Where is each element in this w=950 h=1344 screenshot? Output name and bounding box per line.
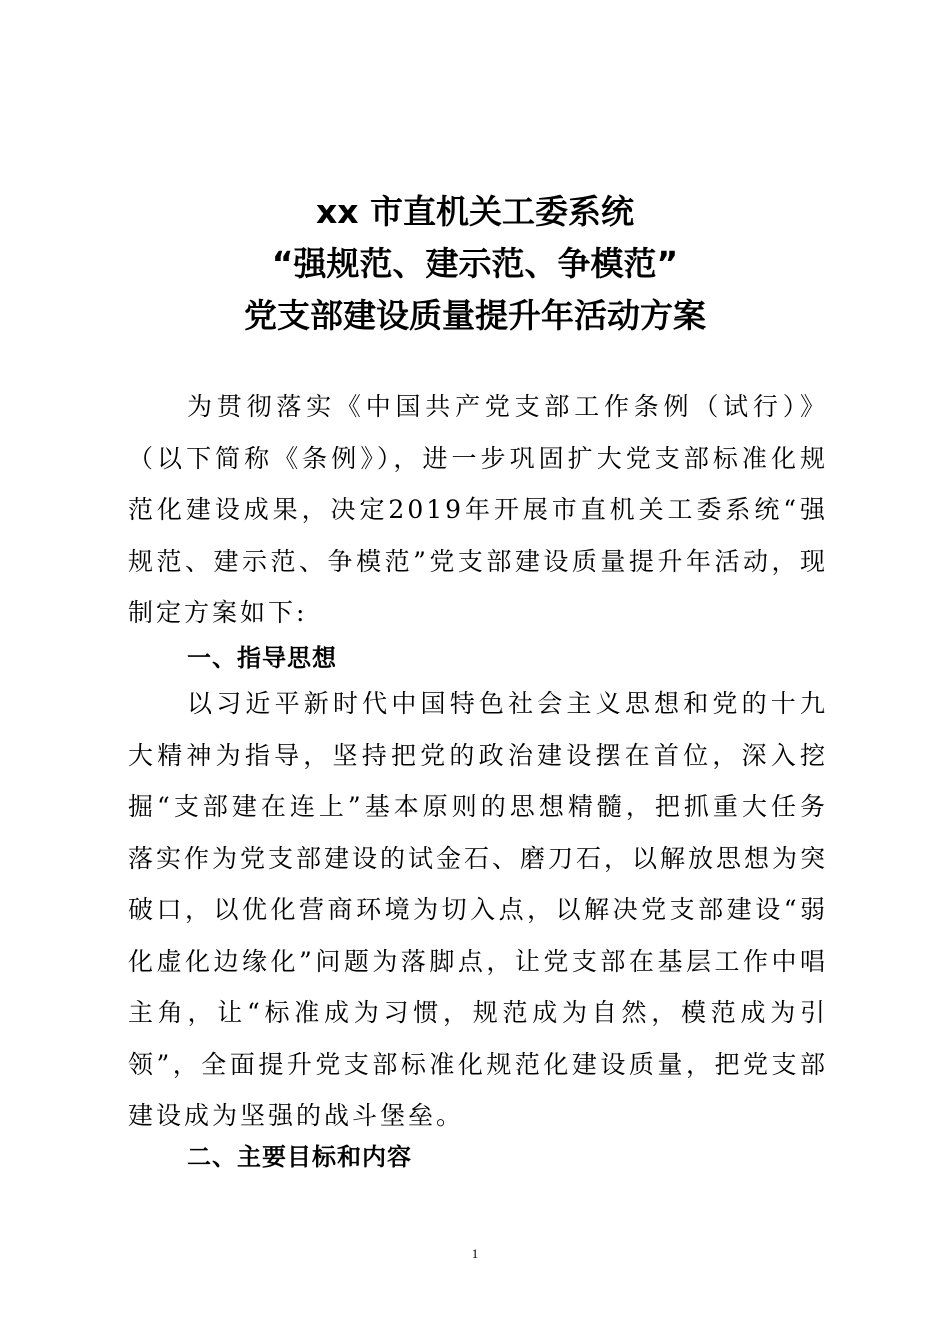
section-2-heading: 二、主要目标和内容	[187, 1143, 412, 1171]
intro-section	[128, 381, 828, 639]
title-line-1: xx 市直机关工委系统	[315, 192, 635, 231]
title-line-3: 党支部建设质量提升年活动方案	[244, 296, 706, 335]
section-1-body	[128, 678, 828, 1142]
page-number: 1	[471, 1246, 479, 1261]
section-1-paragraph: 以习近平新时代中国特色社会主义思想和党的十九大精神为指导，坚持把党的政治建设摆在首位，深入挖掘“支部建在连上”基本原则的思想精髓，把抓重大任务落实作为党支部建设的试金石、磨刀石，以解放思想为突破口，以优化营商环境为切入点，以解决党支部建设“弱化虚化边缘化”问题为落脚点，让党支部在基层工作中唱主角，让“标准成为习惯，规范成为自然，模范成为引领”，全面提升党支部标准化规范化建设质量，把党支部建设成为坚强的战斗堡垒。	[128, 689, 829, 1130]
document-title	[0, 186, 950, 342]
section-1-heading: 一、指导思想	[187, 644, 337, 672]
intro-paragraph: 为贯彻落实《中国共产党支部工作条例（试行）》（以下简称《条例》），进一步巩固扩大党支部标准化规范化建设成果，决定2019年开展市直机关工委系统“强规范、建示范、争模范”党支部建设质量提升年活动，现制定方案如下:	[128, 392, 828, 627]
title-line-2: “强规范、建示范、争模范”	[271, 244, 679, 283]
